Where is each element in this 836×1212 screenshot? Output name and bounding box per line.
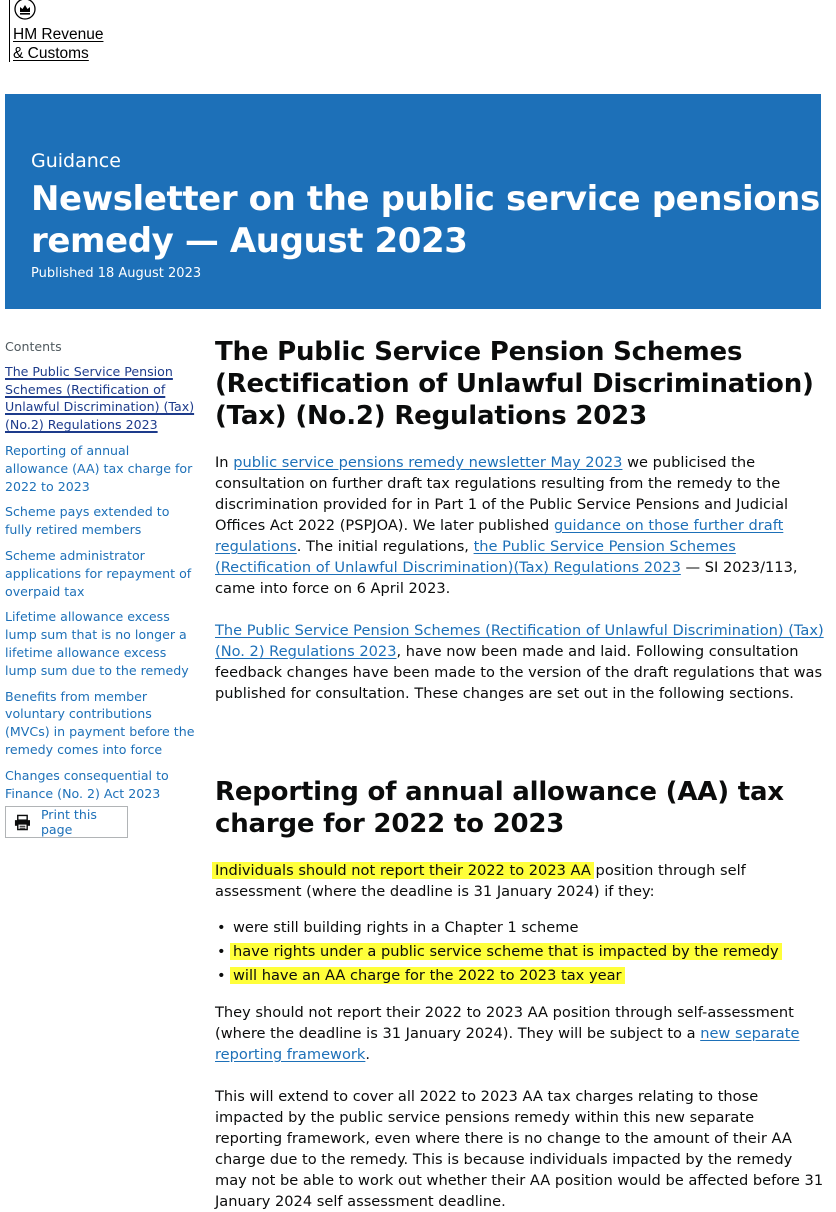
text-segment: position through self assessment (where the deadline is 31 January 2024) if they: [215, 862, 746, 900]
logo-line-1: HM Revenue [13, 26, 104, 43]
link-new-reporting-framework[interactable]: new separate reporting framework [215, 1025, 800, 1063]
text-segment: . [365, 1046, 371, 1063]
paragraph-reporting-2 [215, 1002, 825, 1065]
list-item [215, 941, 825, 962]
contents-item-lump-sum [5, 608, 195, 679]
contents-list [5, 363, 195, 803]
hmrc-logo[interactable] [9, 0, 104, 62]
link-initial-regulations[interactable]: the Public Service Pension Schemes (Rectification of Unlawful Discrimination)(Tax) Regulations 2023 [215, 538, 736, 576]
text-segment: They should not report their 2022 to 2023 AA position through self-assessment (where the deadline is 31 January 2024). They will be subject to a [215, 1004, 794, 1042]
contents-link-reporting[interactable]: Reporting of annual allowance (AA) tax charge for 2022 to 2023 [5, 442, 193, 494]
contents-link-finance-act[interactable]: Changes consequential to Finance (No. 2) Act 2023 [5, 767, 169, 801]
contents-link-mvcs[interactable]: Benefits from member voluntary contributions (MVCs) in payment before the remedy comes into force [5, 688, 195, 757]
page-title-text: Newsletter on the public service pensions remedy — August 2023 [31, 179, 820, 261]
list-item-text: were still building rights in a Chapter 1 scheme [233, 919, 579, 936]
contents-link-regulations[interactable]: The Public Service Pension Schemes (Rectification of Unlawful Discrimination) (Tax) (No.2) Regulations 2023 [5, 363, 195, 433]
list-item-text-highlighted: will have an AA charge for the 2022 to 2023 tax year [233, 967, 622, 984]
section-heading-regulations: The Public Service Pension Schemes (Rectification of Unlawful Discrimination) (Tax) (No.2) Regulations 2023 [215, 337, 814, 431]
contents-link-lump-sum[interactable]: Lifetime allowance excess lump sum that is no longer a lifetime allowance excess lump sum due to the remedy [5, 609, 189, 678]
contents-item-finance-act [5, 767, 195, 803]
text-segment: we publicised the consultation on further draft tax regulations resulting from the remedy to the discrimination provided for in Part 1 of the Public Service Pensions and Judicial Offices Act 2022 (PSPJOA). We later published [215, 454, 789, 534]
contents-link-repayment[interactable]: Scheme administrator applications for repayment of overpaid tax [5, 547, 192, 599]
text-segment: . The initial regulations, [296, 538, 474, 555]
text-segment: In [215, 454, 234, 471]
print-page-label: Print this page [40, 807, 97, 837]
link-draft-regulations-guidance[interactable]: guidance on those further draft regulations [215, 517, 784, 555]
conditions-list [215, 917, 825, 986]
paragraph-regulations-1 [215, 452, 825, 599]
contents-title: Contents [5, 339, 62, 354]
list-item [215, 917, 825, 938]
crest-icon [14, 0, 36, 20]
printer-icon [14, 814, 31, 831]
logo-line-2: & Customs [13, 45, 89, 62]
print-page-button[interactable] [5, 806, 128, 838]
main-content [215, 336, 825, 1212]
list-item-text-highlighted: have rights under a public service scheme that is impacted by the remedy [233, 943, 779, 960]
contents-nav [5, 338, 195, 810]
highlighted-text: Individuals should not report their 2022 to 2023 AA [215, 862, 591, 879]
contents-link-scheme-pays[interactable]: Scheme pays extended to fully retired members [5, 504, 170, 538]
link-newsletter-may-2023[interactable]: public service pensions remedy newsletter May 2023 [233, 454, 623, 471]
contents-item-regulations [5, 363, 195, 434]
published-date: Published 18 August 2023 [31, 266, 202, 281]
paragraph-regulations-2 [215, 620, 825, 704]
link-no2-regulations[interactable]: The Public Service Pension Schemes (Rectification of Unlawful Discrimination) (Tax) (No. 2) Regulations 2023 [215, 622, 824, 660]
contents-item-mvcs [5, 688, 195, 759]
section-heading-reporting: Reporting of annual allowance (AA) tax charge for 2022 to 2023 [215, 777, 784, 839]
title-banner [5, 94, 821, 309]
guidance-label: Guidance [31, 150, 121, 172]
logo-text [13, 25, 103, 63]
text-segment: , have now been made and laid. Following consultation feedback changes have been made to the version of the draft regulations that was published for consultation. These changes are set out in the following sections. [215, 643, 823, 702]
contents-item-reporting [5, 442, 195, 495]
page-title [31, 178, 821, 262]
text-segment: — SI 2023/113, came into force on 6 April 2023. [215, 559, 798, 597]
contents-item-repayment [5, 547, 195, 600]
paragraph-reporting-3: This will extend to cover all 2022 to 2023 AA tax charges relating to those impacted by the public service pensions remedy within this new separate reporting framework, even where there is no change to the amount of their AA charge due to the remedy. This is because individuals impacted by the remedy may not be able to work out whether their AA position would be affected before 31 January 2024 self assessment deadline. [215, 1088, 824, 1210]
list-item [215, 965, 825, 986]
contents-item-scheme-pays [5, 503, 195, 539]
paragraph-reporting-intro [215, 860, 825, 902]
